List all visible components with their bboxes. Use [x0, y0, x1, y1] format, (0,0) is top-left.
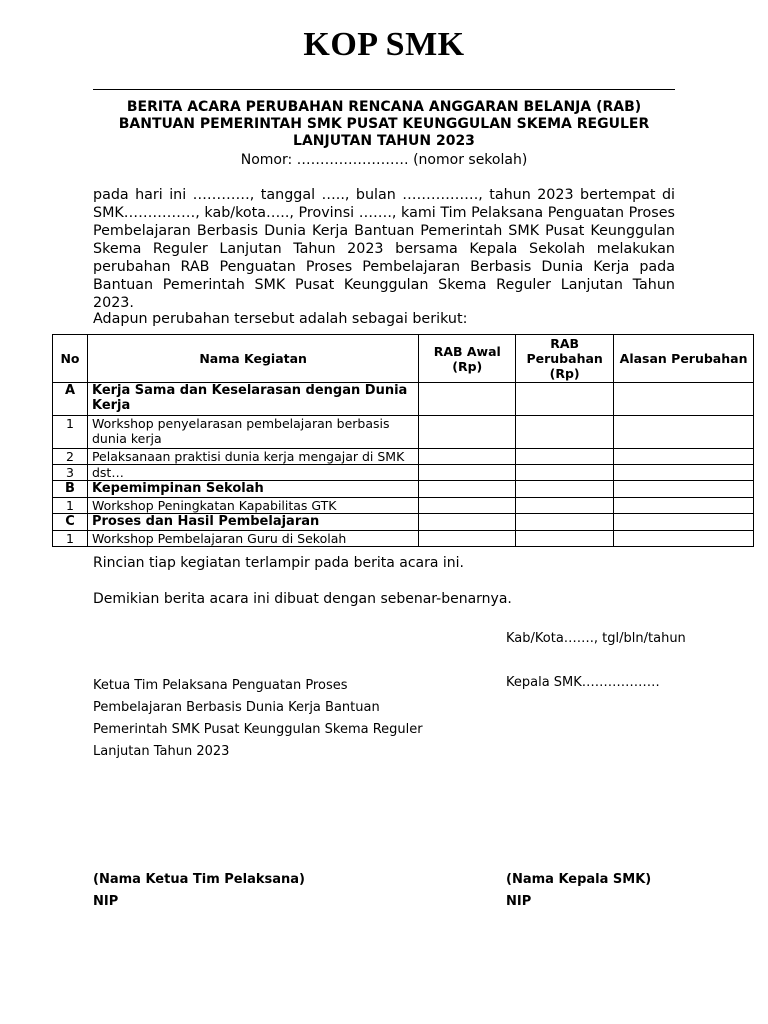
row-rab-perubahan: [516, 498, 614, 514]
left-signatory-name: (Nama Ketua Tim Pelaksana): [93, 872, 305, 887]
table-row: [53, 481, 754, 498]
row-no: C: [53, 514, 88, 531]
table-row: [53, 514, 754, 531]
header-nama-kegiatan: Nama Kegiatan: [87, 335, 418, 383]
row-rab-awal: [419, 416, 516, 449]
row-no: 1: [53, 531, 88, 547]
row-rab-awal: [419, 465, 516, 481]
title-line-3: LANJUTAN TAHUN 2023: [293, 133, 475, 149]
header-alasan: Alasan Perubahan: [614, 335, 754, 383]
demikian-text: Demikian berita acara ini dibuat dengan sebenar-benarnya.: [93, 591, 512, 607]
row-rab-awal: [419, 383, 516, 416]
row-alasan: [614, 449, 754, 465]
row-rab-awal: [419, 498, 516, 514]
table-row: [53, 416, 754, 449]
row-alasan: [614, 498, 754, 514]
row-alasan: [614, 383, 754, 416]
row-nama: dst…: [87, 465, 418, 481]
table-row: [53, 531, 754, 547]
row-no: 1: [53, 498, 88, 514]
letterhead-rule: [93, 89, 675, 90]
letterhead-title: KOP SMK: [303, 26, 465, 63]
header-rab-perubahan: RAB Perubahan (Rp): [516, 335, 614, 383]
row-rab-perubahan: [516, 481, 614, 498]
table-row: [53, 498, 754, 514]
header-no: No: [53, 335, 88, 383]
row-no: 1: [53, 416, 88, 449]
opening-paragraph: pada hari ini …………, tanggal ….., bulan ……………., tahun 2023 bertempat di SMK……………, kab/kota….., Provinsi ……., kami Tim Pelaksana Penguatan Proses Pembelajaran Berbasis Dunia Kerja Bantuan Pemerintah SMK Pusat Keunggulan Skema Reguler Lanjutan Tahun 2023 bersama Kepala Sekolah melakukan perubahan RAB Penguatan Proses Pembelajaran Berbasis Dunia Kerja pada Bantuan Pemerintah SMK Pusat Keunggulan Skema Reguler Lanjutan Tahun 2023.: [93, 187, 675, 311]
place-date: Kab/Kota……., tgl/bln/tahun: [506, 631, 686, 646]
document-number: Nomor: …………………… (nomor sekolah): [240, 152, 528, 168]
table-header-row: [53, 335, 754, 383]
row-alasan: [614, 481, 754, 498]
row-nama: Workshop penyelarasan pembelajaran berbasis dunia kerja: [87, 416, 418, 449]
row-alasan: [614, 531, 754, 547]
row-rab-awal: [419, 514, 516, 531]
right-signatory-nip: NIP: [506, 894, 532, 909]
row-rab-awal: [419, 449, 516, 465]
row-nama: Pelaksanaan praktisi dunia kerja mengajar di SMK: [87, 449, 418, 465]
row-no: B: [53, 481, 88, 498]
title-line-2: BANTUAN PEMERINTAH SMK PUSAT KEUNGGULAN SKEMA REGULER: [118, 116, 650, 132]
row-rab-perubahan: [516, 465, 614, 481]
table-intro: Adapun perubahan tersebut adalah sebagai berikut:: [93, 311, 468, 327]
left-role-line: Ketua Tim Pelaksana Penguatan Proses: [93, 678, 348, 693]
row-rab-perubahan: [516, 449, 614, 465]
left-signatory-nip: NIP: [93, 894, 119, 909]
row-nama: Kepemimpinan Sekolah: [87, 481, 418, 498]
row-nama: Workshop Peningkatan Kapabilitas GTK: [87, 498, 418, 514]
left-signatory-role: [93, 675, 423, 763]
row-no: 3: [53, 465, 88, 481]
row-rab-perubahan: [516, 531, 614, 547]
rincian-text: Rincian tiap kegiatan terlampir pada berita acara ini.: [93, 555, 464, 571]
right-signatory-name: (Nama Kepala SMK): [506, 872, 652, 887]
row-rab-awal: [419, 481, 516, 498]
row-rab-perubahan: [516, 416, 614, 449]
table-row: [53, 449, 754, 465]
table-row: [53, 383, 754, 416]
activity-table: [52, 334, 754, 547]
title-line-1: BERITA ACARA PERUBAHAN RENCANA ANGGARAN BELANJA (RAB): [126, 99, 642, 115]
row-alasan: [614, 416, 754, 449]
row-nama: Proses dan Hasil Pembelajaran: [87, 514, 418, 531]
row-alasan: [614, 465, 754, 481]
row-rab-perubahan: [516, 383, 614, 416]
row-nama: Workshop Pembelajaran Guru di Sekolah: [87, 531, 418, 547]
document-title: [93, 99, 675, 150]
left-role-line: Pembelajaran Berbasis Dunia Kerja Bantuan: [93, 700, 380, 715]
row-no: 2: [53, 449, 88, 465]
row-alasan: [614, 514, 754, 531]
row-no: A: [53, 383, 88, 416]
left-role-line: Lanjutan Tahun 2023: [93, 744, 230, 759]
row-nama: Kerja Sama dan Keselarasan dengan Dunia Kerja: [87, 383, 418, 416]
table-row: [53, 465, 754, 481]
header-rab-awal: RAB Awal (Rp): [419, 335, 516, 383]
left-role-line: Pemerintah SMK Pusat Keunggulan Skema Reguler: [93, 722, 423, 737]
right-signatory-role: Kepala SMK………………: [506, 675, 660, 690]
row-rab-awal: [419, 531, 516, 547]
row-rab-perubahan: [516, 514, 614, 531]
